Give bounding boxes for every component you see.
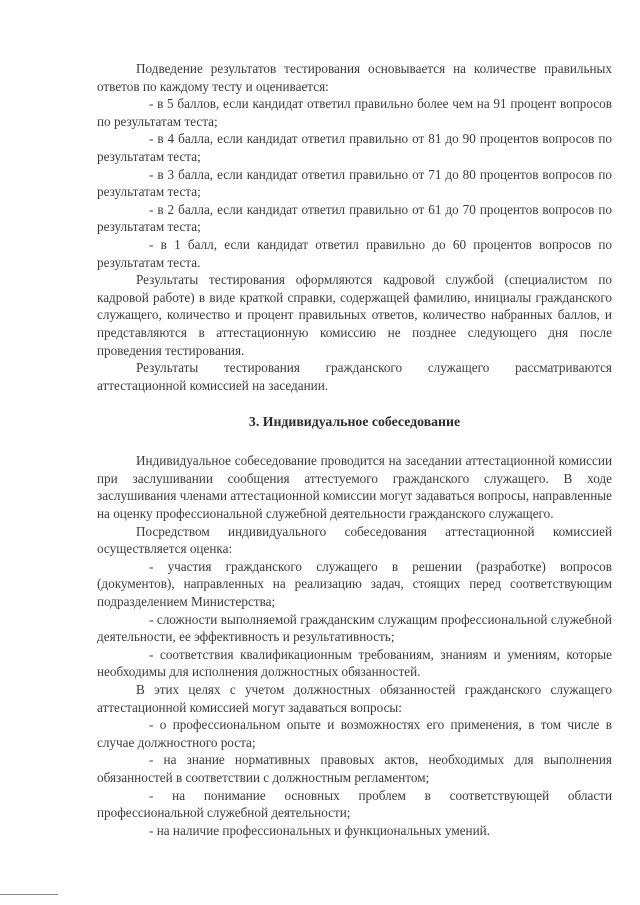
list-item: - соответствия квалификационным требованиям, знаниям и умениям, которые необходимы для исполнения должностных обязанностей. (97, 646, 612, 680)
list-item: - в 2 балла, если кандидат ответил правильно от 61 до 70 процентов вопросов по результатам теста; (97, 201, 612, 235)
paragraphs-before (97, 60, 612, 394)
list-item: - на знание нормативных правовых актов, необходимых для выполнения обязанностей в соответствии с должностным регламентом; (97, 752, 612, 785)
list-item: - на понимание основных проблем в соответствующей области профессиональной служебной деятельности; (97, 787, 612, 821)
list-item: - в 5 баллов, если кандидат ответил правильно более чем на 91 процент вопросов по результатам теста; (97, 96, 612, 129)
list-item: - в 1 балл, если кандидат ответил правильно до 60 процентов вопросов по результатам теста. (97, 236, 612, 270)
paragraph: Индивидуальное собеседование проводится на заседании аттестационной комиссии при заслушивании сообщения аттестуемого гражданского служащего. В ходе заслушивания членами аттестационной комиссии могут задаваться вопросы, направленные на оценку профессиональной служебной деятельности гражданского служащего. (97, 453, 612, 522)
list-item: - сложности выполняемой гражданским служащим профессиональной служебной деятельности, ее эффективность и результативность; (97, 611, 612, 645)
paragraph: В этих целях с учетом должностных обязанностей гражданского служащего аттестационной комиссией могут задаваться вопросы: (97, 682, 612, 715)
paragraph: Результаты тестирования гражданского служащего рассматриваются аттестационной комиссией на заседании. (97, 360, 612, 393)
list-item: - в 3 балла, если кандидат ответил правильно от 71 до 80 процентов вопросов по результатам теста; (97, 166, 612, 200)
paragraphs-after (97, 452, 612, 839)
section-heading: 3. Индивидуальное собеседование (248, 414, 461, 430)
page-edge-line (0, 894, 58, 895)
list-item: - в 4 балла, если кандидат ответил правильно от 81 до 90 процентов вопросов по результатам теста; (97, 131, 612, 164)
list-item: - на наличие профессиональных и функциональных умений. (149, 822, 491, 838)
paragraph: Подведение результатов тестирования основывается на количестве правильных ответов по каждому тесту и оценивается: (97, 61, 612, 94)
paragraph: Посредством индивидуального собеседования аттестационной комиссией осуществляется оценка: (97, 523, 612, 557)
list-item: - о профессиональном опыте и возможностях его применения, в том числе в случае должностного роста; (97, 717, 612, 750)
list-item: - участия гражданского служащего в решении (разработке) вопросов (документов), направленных на реализацию задач, стоящих перед соответствующим подразделением Министерства; (97, 558, 612, 610)
paragraph: Результаты тестирования оформляются кадровой службой (специалистом по кадровой работе) в виде краткой справки, содержащей фамилию, инициалы гражданского служащего, количество и процент правильных ответов, количество набранных баллов, и представляются в аттестационную комиссию не позднее следующего дня после проведения тестирования. (97, 272, 612, 358)
